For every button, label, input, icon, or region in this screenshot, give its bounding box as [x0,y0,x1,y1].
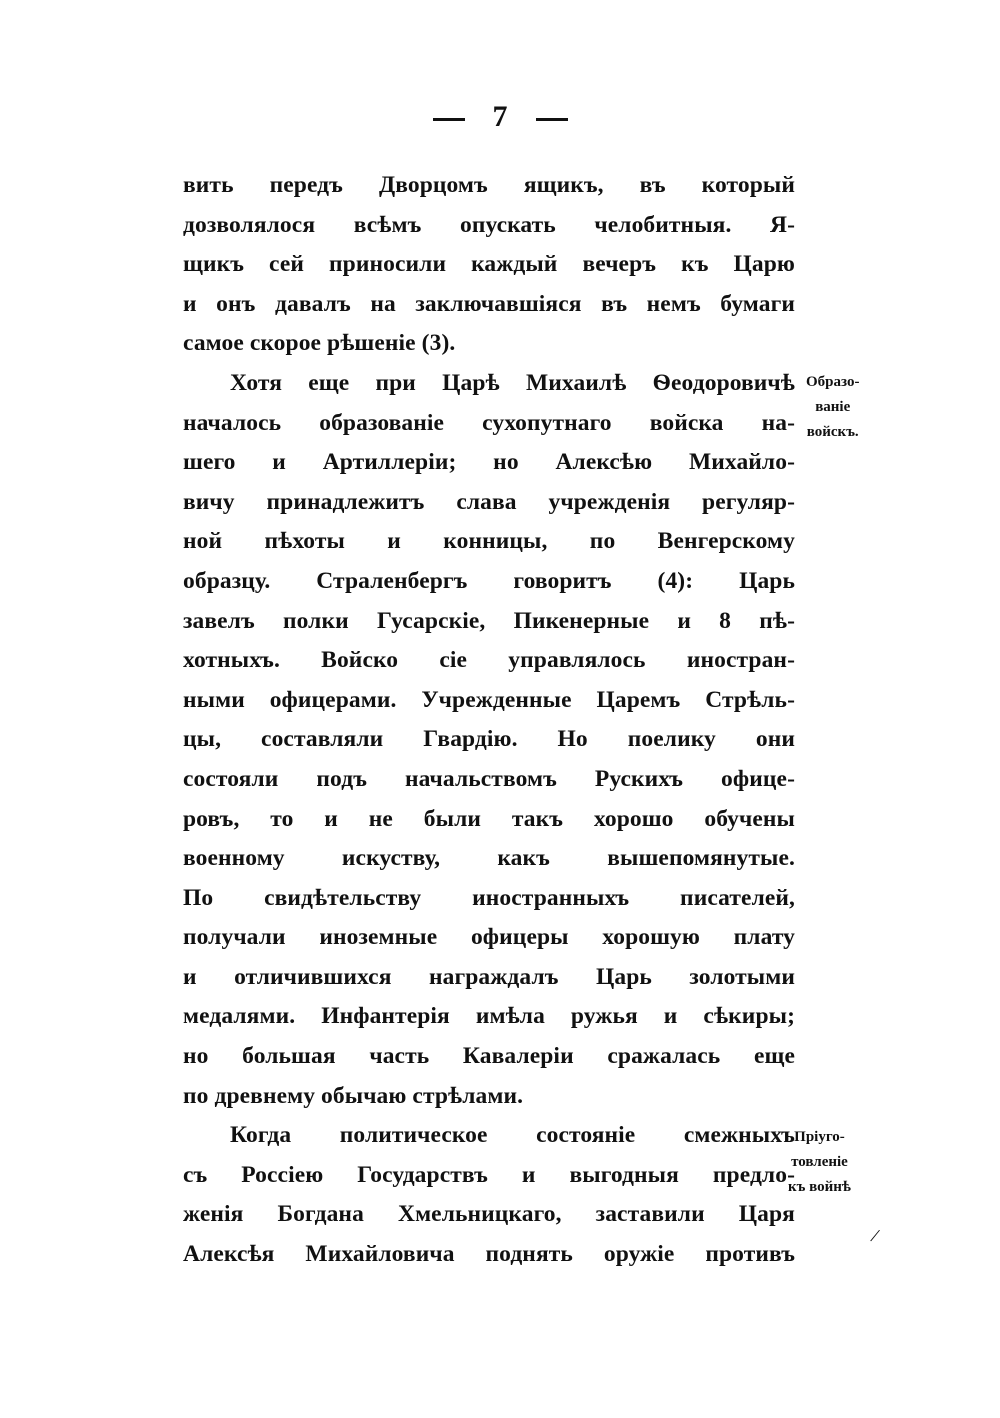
text-line: но большая часть Кавалеріи сражалась еще [183,1043,795,1070]
margin-note-war [788,1125,851,1200]
margin-note-line: войскъ. [806,424,859,440]
text-line: завелъ полки Гусарскіе, Пикенерные и 8 пѣ- [183,607,795,634]
page-number: 7 [492,100,508,133]
margin-note-line: Пріуго- [794,1129,845,1145]
text-line: самое скорое рѣшеніе (3). [183,330,456,357]
text-line: Когда политическое состояніе смежныхъ [230,1122,795,1149]
text-line: дозволялося всѣмъ опускать челобитныя. Я- [183,211,795,238]
text-line: военному искуству, какъ вышепомянутые. [183,845,795,872]
text-line: щикъ сей приносили каждый вечеръ къ Царю [183,251,795,278]
page-header [0,100,1000,134]
header-dash-left [433,118,465,121]
margin-note-line: Образо- [806,374,860,390]
text-line: съ Россіею Государствъ и выгодныя предло- [183,1161,795,1188]
text-line: и отличившихся награждалъ Царь золотыми [183,963,795,990]
text-line: ной пѣхоты и конницы, по Венгерскому [183,528,795,555]
text-line: вичу принадлежитъ слава учрежденія регуляр- [183,488,795,515]
text-line: Алексѣя Михайловича поднять оружіе противъ [183,1241,795,1268]
text-line: шего и Артиллеріи; но Алексѣю Михайло- [183,449,795,476]
text-line: по древнему обычаю стрѣлами. [183,1082,524,1109]
ink-mark: / [868,1224,882,1248]
text-line: получали иноземные офицеры хорошую плату [183,924,795,951]
text-line: ровъ, то и не были такъ хорошо обучены [183,805,795,832]
text-line: образцу. Страленбергъ говоритъ (4): Царь [183,567,795,594]
text-line: По свидѣтельству иностранныхъ писателей, [183,884,795,911]
header-dash-right [536,118,568,121]
margin-note-line: ваніе [815,399,851,415]
text-line: женія Богдана Хмельницкаго, заставили Царя [183,1201,795,1228]
text-line: медалями. Инфантерія имѣла ружья и сѣкиры; [183,1003,795,1030]
text-line: ными офицерами. Учрежденные Царемъ Стрѣль- [183,686,795,713]
text-line: и онъ давалъ на заключавшіяся въ немъ бумаги [183,290,795,317]
margin-note-line: къ войнѣ [788,1179,851,1195]
text-line: хотныхъ. Войско сіе управлялось иностран- [183,647,795,674]
margin-note-army [806,370,859,445]
text-line: состояли подъ начальствомъ Рускихъ офице- [183,765,795,792]
text-line: началось образованіе сухопутнаго войска на- [183,409,795,436]
margin-note-line: товленіе [791,1154,848,1170]
text-line: Хотя еще при Царѣ Михаилѣ Ѳеодоровичѣ [230,369,795,396]
body-text [183,166,795,1275]
text-line: вить передъ Дворцомъ ящикъ, въ который [183,172,795,198]
text-line: цы, составляли Гвардію. Но поелику они [183,726,795,753]
